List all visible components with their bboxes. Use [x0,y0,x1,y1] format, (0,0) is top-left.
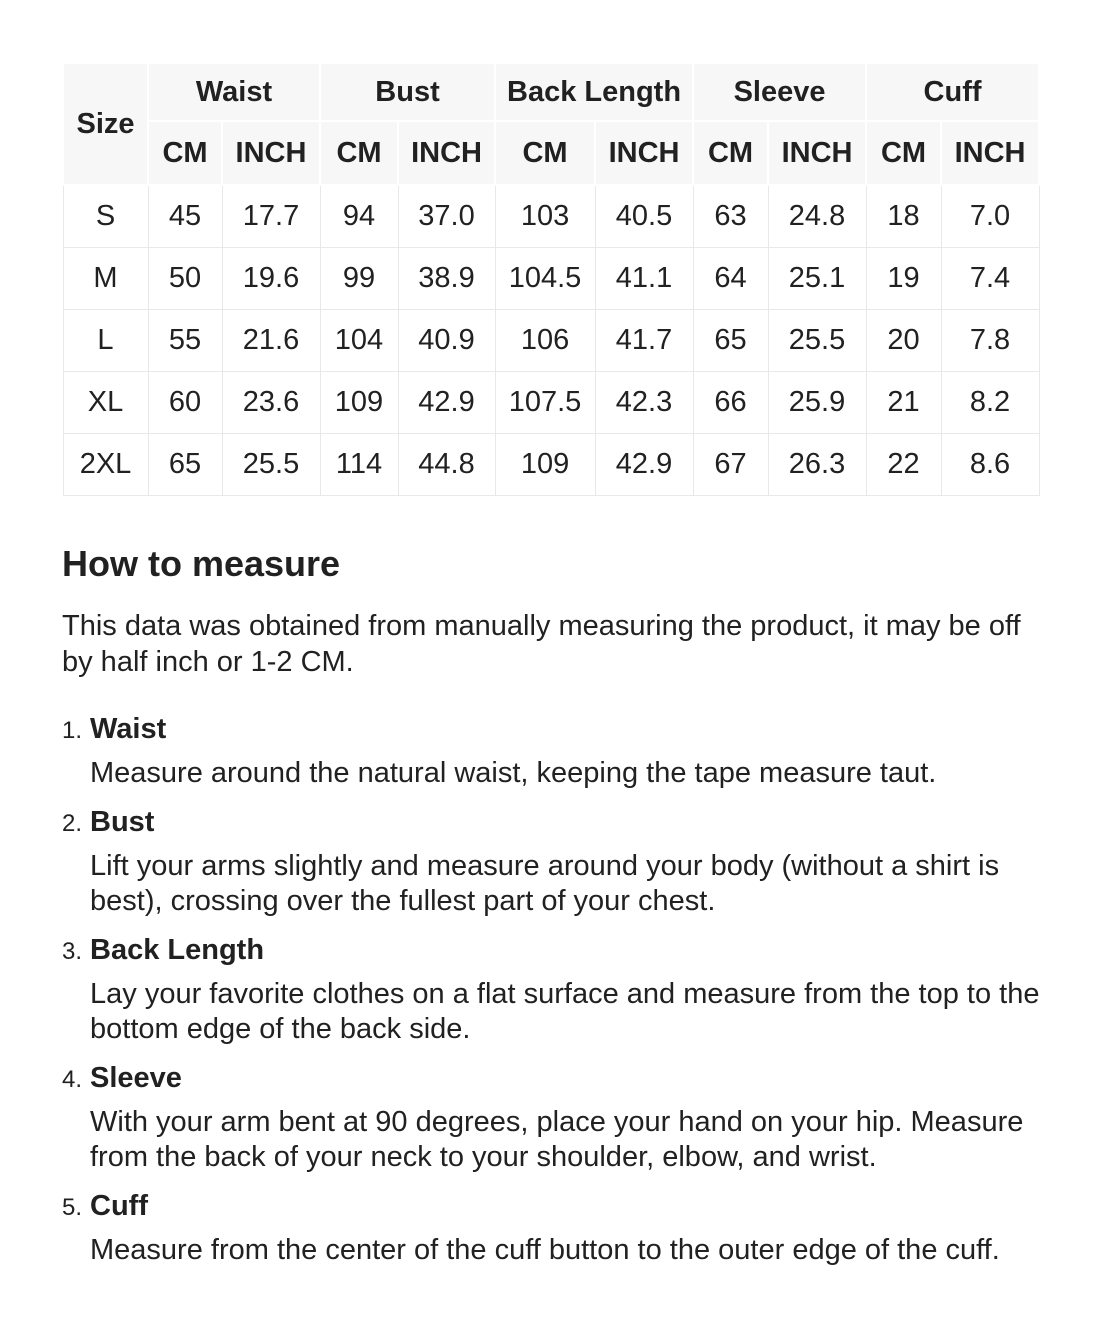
measure-term-row [62,1057,1038,1101]
measure-item-sleeve [62,1057,1038,1175]
size-column-header: Size [63,63,148,185]
unit-header-bust-cm: CM [320,121,398,185]
unit-header-cuff-cm: CM [866,121,941,185]
value-cell: 42.3 [595,371,693,433]
value-cell: 38.9 [398,247,495,309]
measure-term: Back Length [90,933,265,966]
size-cell: L [63,309,148,371]
table-row-s [63,185,1039,247]
measure-term: Waist [90,712,167,745]
value-cell: 21.6 [222,309,320,371]
how-to-measure-title: How to measure [62,542,341,584]
value-cell: 63 [693,185,768,247]
value-cell: 7.0 [941,185,1039,247]
measure-item-waist [62,708,1038,791]
value-cell: 65 [693,309,768,371]
table-row-2xl [63,433,1039,495]
value-cell: 60 [148,371,222,433]
measure-term-row [62,929,1038,973]
unit-header-sleeve-cm: CM [693,121,768,185]
value-cell: 37.0 [398,185,495,247]
measure-description: Lift your arms slightly and measure around your body (without a shirt is best), crossing over the fullest part of your chest. [90,849,1000,917]
measure-term-row [62,1185,1038,1229]
list-number: 3. [62,937,83,965]
measure-term: Sleeve [90,1061,182,1094]
list-number: 5. [62,1193,83,1221]
value-cell: 104 [320,309,398,371]
value-cell: 44.8 [398,433,495,495]
table-row-l [63,309,1039,371]
measurement-header-bust: Bust [320,63,495,121]
size-cell: S [63,185,148,247]
how-to-measure-intro: This data was obtained from manually measuring the product, it may be off by half inch or 1-2 CM. [62,609,1021,678]
table-row-m [63,247,1039,309]
list-number: 4. [62,1065,83,1093]
measurement-header-cuff: Cuff [866,63,1039,121]
measure-item-back-length [62,929,1038,1047]
value-cell: 41.7 [595,309,693,371]
measurement-header-sleeve: Sleeve [693,63,866,121]
value-cell: 40.5 [595,185,693,247]
measure-item-bust [62,801,1038,919]
measure-term-row [62,801,1038,845]
value-cell: 24.8 [768,185,866,247]
size-cell: 2XL [63,433,148,495]
value-cell: 8.6 [941,433,1039,495]
table-row-xl [63,371,1039,433]
value-cell: 19 [866,247,941,309]
value-cell: 26.3 [768,433,866,495]
value-cell: 23.6 [222,371,320,433]
value-cell: 67 [693,433,768,495]
measure-term-row [62,708,1038,752]
value-cell: 25.1 [768,247,866,309]
measure-list [62,708,1038,1268]
value-cell: 104.5 [495,247,595,309]
value-cell: 55 [148,309,222,371]
value-cell: 106 [495,309,595,371]
value-cell: 42.9 [595,433,693,495]
list-number: 2. [62,809,83,837]
value-cell: 17.7 [222,185,320,247]
value-cell: 8.2 [941,371,1039,433]
measure-term: Cuff [90,1189,148,1222]
measurement-header-waist: Waist [148,63,320,121]
measure-description: Measure from the center of the cuff button to the outer edge of the cuff. [90,1233,1000,1266]
size-cell: XL [63,371,148,433]
unit-header-waist-cm: CM [148,121,222,185]
unit-header-sleeve-inch: INCH [768,121,866,185]
value-cell: 109 [320,371,398,433]
value-cell: 22 [866,433,941,495]
value-cell: 107.5 [495,371,595,433]
unit-header-bust-inch: INCH [398,121,495,185]
measure-description: With your arm bent at 90 degrees, place your hand on your hip. Measure from the back of your neck to your shoulder, elbow, and wrist. [90,1105,1024,1173]
value-cell: 25.9 [768,371,866,433]
value-cell: 42.9 [398,371,495,433]
value-cell: 21 [866,371,941,433]
measure-term: Bust [90,805,155,838]
value-cell: 64 [693,247,768,309]
value-cell: 114 [320,433,398,495]
value-cell: 65 [148,433,222,495]
value-cell: 7.4 [941,247,1039,309]
list-number: 1. [62,716,83,744]
unit-header-back-length-inch: INCH [595,121,693,185]
value-cell: 20 [866,309,941,371]
measure-item-cuff [62,1185,1038,1268]
value-cell: 41.1 [595,247,693,309]
value-cell: 45 [148,185,222,247]
value-cell: 109 [495,433,595,495]
value-cell: 50 [148,247,222,309]
value-cell: 7.8 [941,309,1039,371]
unit-header-cuff-inch: INCH [941,121,1039,185]
measure-description: Lay your favorite clothes on a flat surface and measure from the top to the bottom edge of the back side. [90,977,1040,1045]
value-cell: 25.5 [768,309,866,371]
value-cell: 99 [320,247,398,309]
unit-header-waist-inch: INCH [222,121,320,185]
unit-header-back-length-cm: CM [495,121,595,185]
size-cell: M [63,247,148,309]
measure-description: Measure around the natural waist, keeping the tape measure taut. [90,756,937,789]
value-cell: 103 [495,185,595,247]
size-chart-table [62,62,1040,496]
value-cell: 19.6 [222,247,320,309]
value-cell: 66 [693,371,768,433]
value-cell: 40.9 [398,309,495,371]
value-cell: 18 [866,185,941,247]
measurement-header-back-length: Back Length [495,63,693,121]
value-cell: 94 [320,185,398,247]
value-cell: 25.5 [222,433,320,495]
